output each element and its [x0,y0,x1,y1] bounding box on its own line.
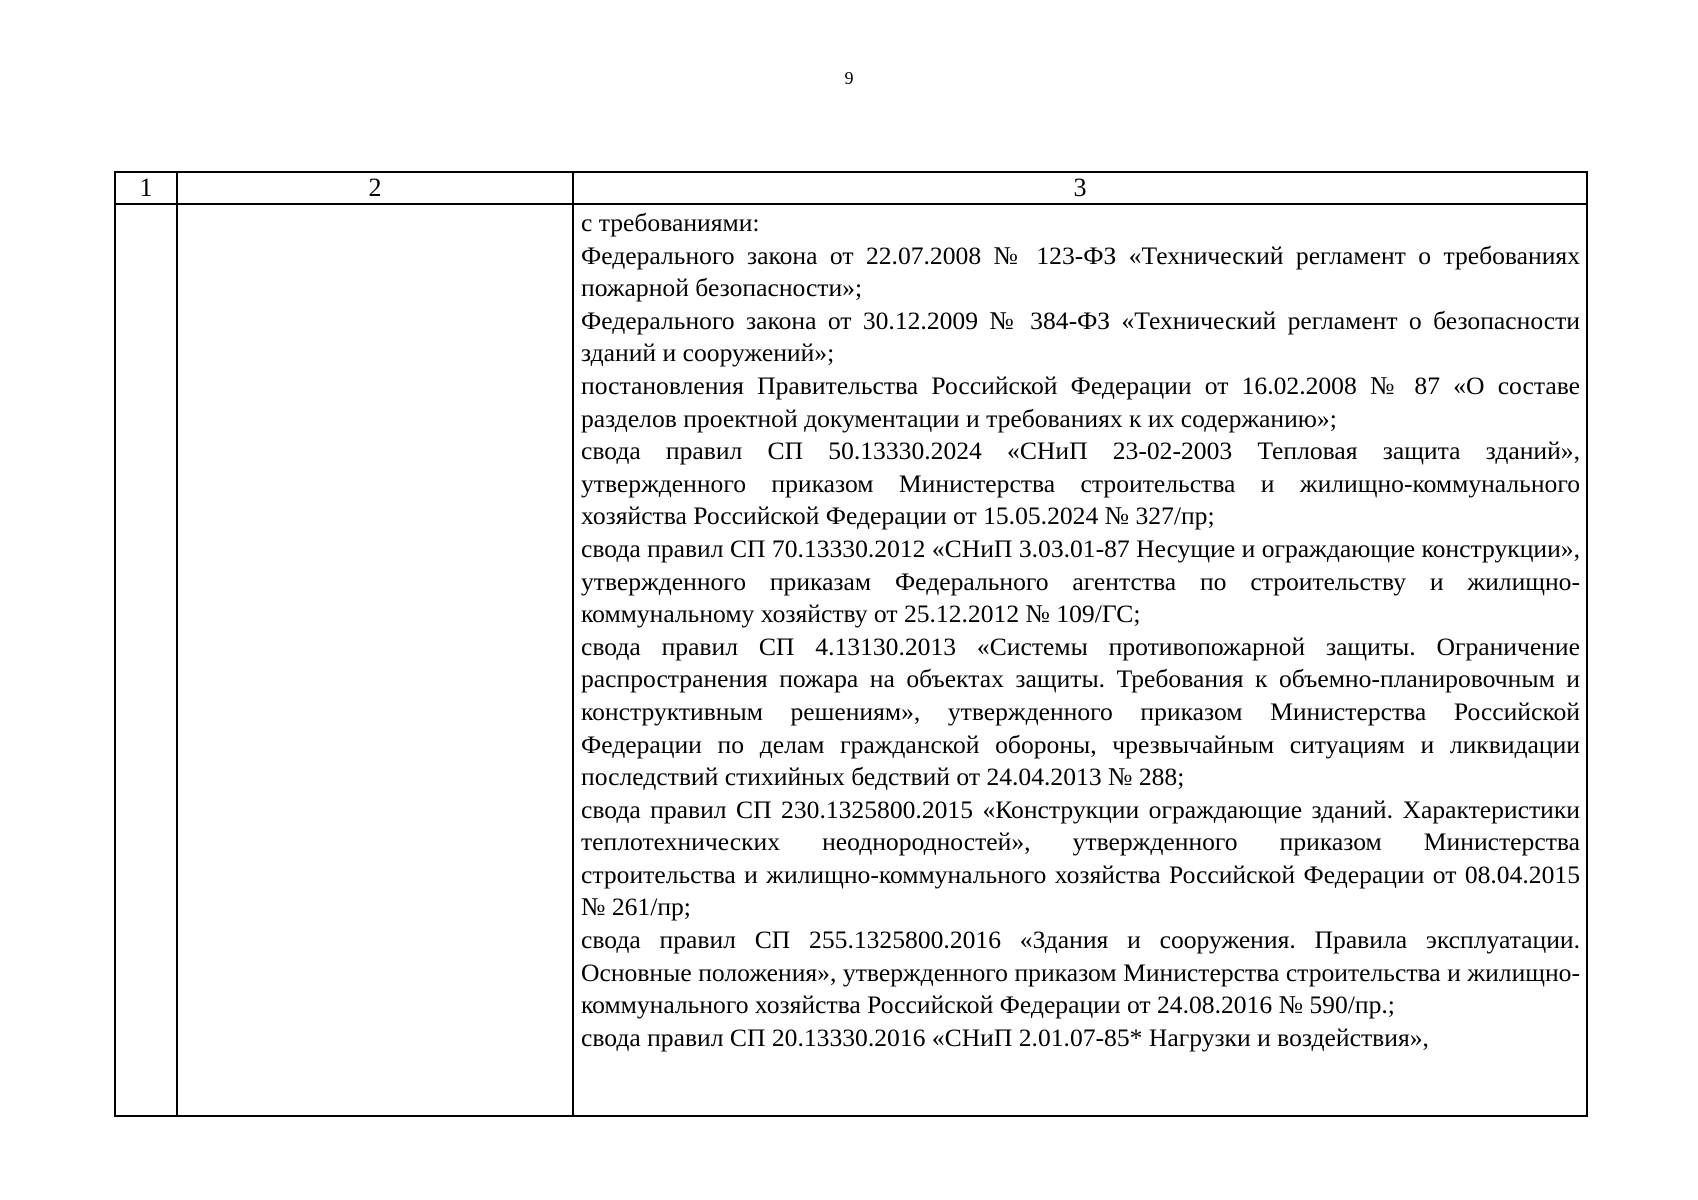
regulation-item: свода правил СП 70.13330.2012 «СНиП 3.03.01-87 Несущие и ограждающие конструкции», утвержденного приказам Федерального агентства по строительству и жилищно-коммунальному хозяйству от 25.12.2012 № 109/ГС; [581,533,1580,629]
table-row [115,204,1587,1116]
column-header-2: 2 [177,172,573,204]
regulations-table [114,171,1588,1117]
requirements-intro: с требованиями: [581,208,760,237]
regulation-item: свода правил СП 255.1325800.2016 «Здания и сооружения. Правила эксплуатации. Основные положения», утвержденного приказом Министерства строительства и жилищно-коммунального хозяйства Российской Федерации от 24.08.2016 № 590/пр.; [581,925,1580,1020]
table-header-row [115,172,1587,204]
row-cell-col2 [177,204,573,1116]
regulation-item: Федерального закона от 22.07.2008 № 123-ФЗ «Технический регламент о требованиях пожарной безопасности»; [581,240,1580,303]
regulation-item: свода правил СП 4.13130.2013 «Системы противопожарной защиты. Ограничение распространения пожара на объектах защиты. Требования к объемно-планировочным и конструктивным решениям», утвержденного приказом Министерства Российской Федерации по делам гражданской обороны, чрезвычайным ситуациям и ликвидации последствий стихийных бедствий от 24.04.2013 № 288; [581,631,1580,792]
row-cell-col1 [115,204,177,1116]
row-cell-col3 [573,204,1587,1116]
page-number: 9 [844,68,854,88]
column-header-3: 3 [573,172,1587,204]
regulation-item: постановления Правительства Российской Федерации от 16.02.2008 № 87 «О составе разделов проектной документации и требованиях к их содержанию»; [581,370,1580,433]
regulation-item: свода правил СП 230.1325800.2015 «Конструкции ограждающие зданий. Характеристики теплотехнических неоднородностей», утвержденного приказом Министерства строительства и жилищно-коммунального хозяйства Российской Федерации от 08.04.2015 № 261/пр; [581,794,1580,922]
column-header-1: 1 [115,172,177,204]
regulation-item: Федерального закона от 30.12.2009 № 384-ФЗ «Технический регламент о безопасности зданий и сооружений»; [581,305,1580,368]
regulation-item: свода правил СП 50.13330.2024 «СНиП 23-02-2003 Тепловая защита зданий», утвержденного приказом Министерства строительства и жилищно-коммунального хозяйства Российской Федерации от 15.05.2024 № 327/пр; [581,436,1580,531]
regulation-item: свода правил СП 20.13330.2016 «СНиП 2.01.07-85* Нагрузки и воздействия», [581,1022,1429,1052]
